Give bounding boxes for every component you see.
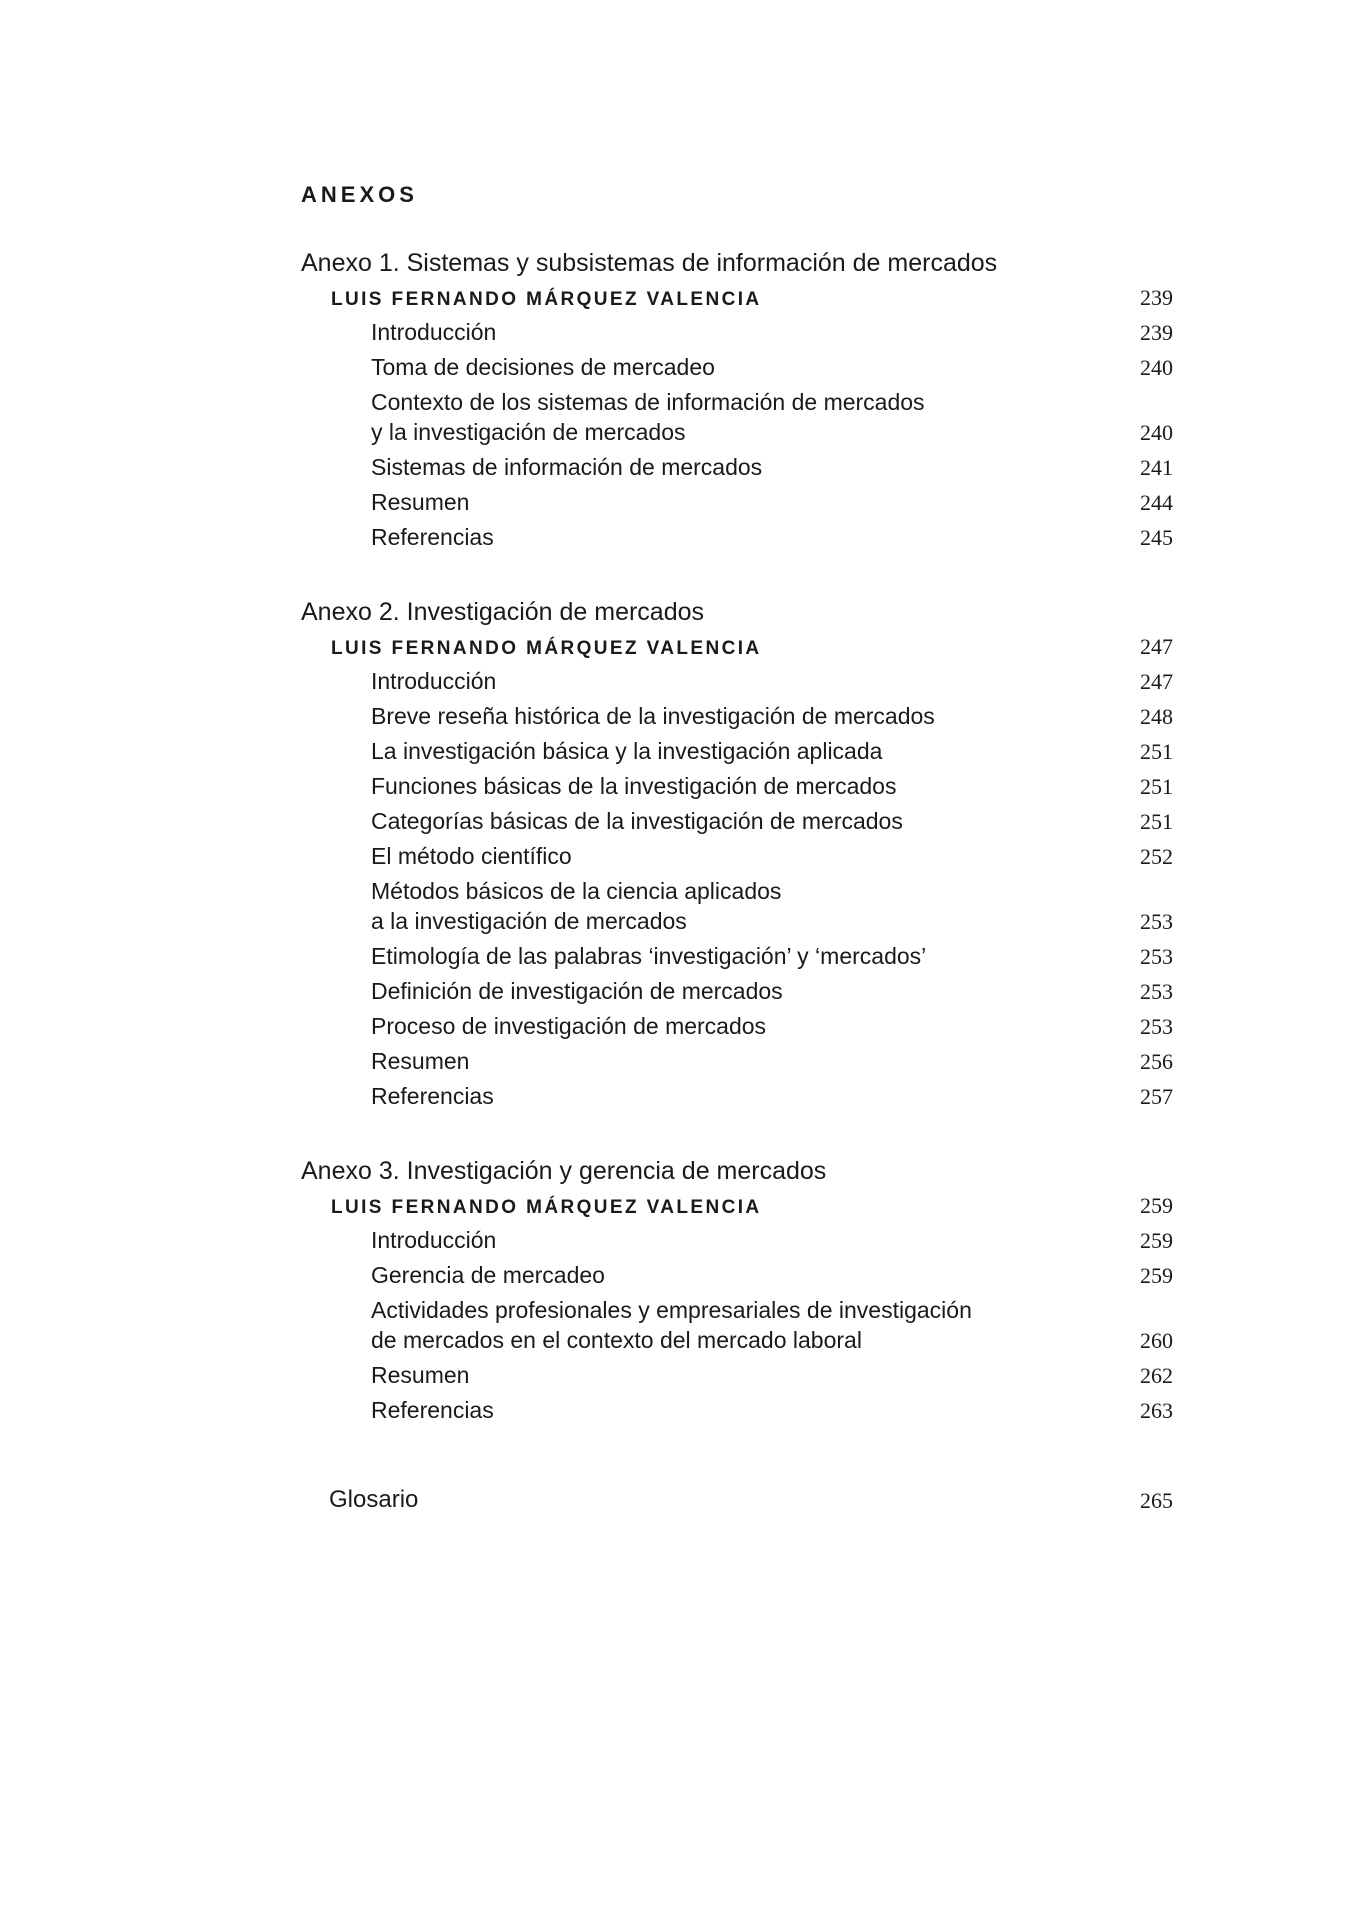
toc-entry-page: 260 [1140,1328,1173,1353]
toc-entry-page: 245 [1140,525,1173,550]
toc-entry [0,451,1361,487]
toc-entry-label-line-1: Contexto de los sistemas de información de mercados [371,389,925,415]
toc-entry-label: Funciones básicas de la investigación de mercados [371,773,897,799]
toc-entry-label-line-1: Métodos básicos de la ciencia aplicados [371,878,782,904]
toc-entry [0,1045,1361,1081]
toc-entry [0,351,1361,387]
annex-1-title: Anexo 1. Sistemas y subsistemas de información de mercados [301,249,998,277]
toc-entry [0,1359,1361,1395]
toc-entry-page: 257 [1140,1084,1173,1109]
toc-entry-label: Breve reseña histórica de la investigación de mercados [371,703,935,729]
toc-entry [0,805,1361,841]
toc-entry [0,521,1361,557]
toc-entry-page: 248 [1140,704,1173,729]
toc-entry-label: Categorías básicas de la investigación de mercados [371,808,903,834]
toc-entry-label: Referencias [371,1083,494,1109]
toc-entry-page: 259 [1140,1228,1173,1253]
annex-2-author-row [0,630,1361,666]
annex-1-title-row [0,247,1361,283]
toc-entry-label: Gerencia de mercadeo [371,1262,605,1288]
toc-entry-label: Proceso de investigación de mercados [371,1013,767,1039]
toc-entry [0,416,1361,452]
toc-entry [0,316,1361,352]
toc-entry [0,700,1361,736]
toc-entry [0,1080,1361,1116]
toc-entry [0,1259,1361,1295]
annex-1-author-row [0,281,1361,317]
toc-entry-label: Referencias [371,1397,494,1423]
toc-entry-page: 256 [1140,1049,1173,1074]
annex-2-title: Anexo 2. Investigación de mercados [301,598,705,626]
toc-entry-page: 241 [1140,455,1173,480]
toc-entry-page: 251 [1140,774,1173,799]
toc-entry [0,735,1361,771]
toc-entry-label-line-2: de mercados en el contexto del mercado laboral [371,1327,862,1353]
glossary-row [0,1484,1361,1520]
toc-entry-label: Introducción [371,319,497,345]
toc-entry-label: Introducción [371,668,497,694]
toc-entry [0,1010,1361,1046]
toc-entry-page: 244 [1140,490,1173,515]
annex-3-title-row [0,1155,1361,1191]
toc-entry-label-line-2: y la investigación de mercados [371,419,686,445]
annex-3-author-row [0,1189,1361,1225]
toc-entry-label: La investigación básica y la investigación aplicada [371,738,883,764]
toc-entry-label: Referencias [371,524,494,550]
toc-entry-label-line-1: Actividades profesionales y empresariales de investigación [371,1297,972,1323]
toc-entry [0,1324,1361,1360]
glossary-page: 265 [1140,1488,1173,1513]
annex-3-author-page: 259 [1140,1193,1173,1218]
toc-entry [0,905,1361,941]
annex-2-author: LUIS FERNANDO MÁRQUEZ VALENCIA [331,638,762,659]
annex-1-author: LUIS FERNANDO MÁRQUEZ VALENCIA [331,289,762,310]
toc-entry [0,1394,1361,1430]
toc-entry-label: Resumen [371,489,470,515]
toc-entry-page: 263 [1140,1398,1173,1423]
toc-entry-page: 240 [1140,355,1173,380]
toc-entry [0,770,1361,806]
annex-2-author-page: 247 [1140,634,1173,659]
toc-entry [0,940,1361,976]
page-heading: ANEXOS [301,182,418,207]
toc-entry [0,486,1361,522]
toc-entry [0,1224,1361,1260]
toc-entry-page: 253 [1140,979,1173,1004]
toc-entry-page: 239 [1140,320,1173,345]
toc-entry-label: Introducción [371,1227,497,1253]
toc-entry-page: 259 [1140,1263,1173,1288]
annex-1-author-page: 239 [1140,285,1173,310]
toc-entry-label: Resumen [371,1048,470,1074]
toc-entry [0,665,1361,701]
toc-entry [0,840,1361,876]
glossary-label: Glosario [329,1486,419,1513]
toc-entry-page: 251 [1140,739,1173,764]
toc-entry-page: 240 [1140,420,1173,445]
toc-entry-page: 253 [1140,909,1173,934]
toc-entry-page: 253 [1140,944,1173,969]
toc-entry-page: 247 [1140,669,1173,694]
toc-entry [0,975,1361,1011]
annex-3-author: LUIS FERNANDO MÁRQUEZ VALENCIA [331,1197,762,1218]
toc-entry-label: Toma de decisiones de mercadeo [371,354,715,380]
toc-entry-page: 262 [1140,1363,1173,1388]
toc-entry-page: 253 [1140,1014,1173,1039]
toc-entry-label: Sistemas de información de mercados [371,454,763,480]
toc-entry-label: Definición de investigación de mercados [371,978,783,1004]
toc-entry-label: Etimología de las palabras ‘investigación’ y ‘mercados’ [371,943,927,969]
toc-entry-label: Resumen [371,1362,470,1388]
toc-entry-label: El método científico [371,843,572,869]
annex-3-title: Anexo 3. Investigación y gerencia de mercados [301,1157,827,1185]
toc-entry-page: 252 [1140,844,1173,869]
toc-entry-label-line-2: a la investigación de mercados [371,908,687,934]
annex-2-title-row [0,596,1361,632]
toc-entry-page: 251 [1140,809,1173,834]
